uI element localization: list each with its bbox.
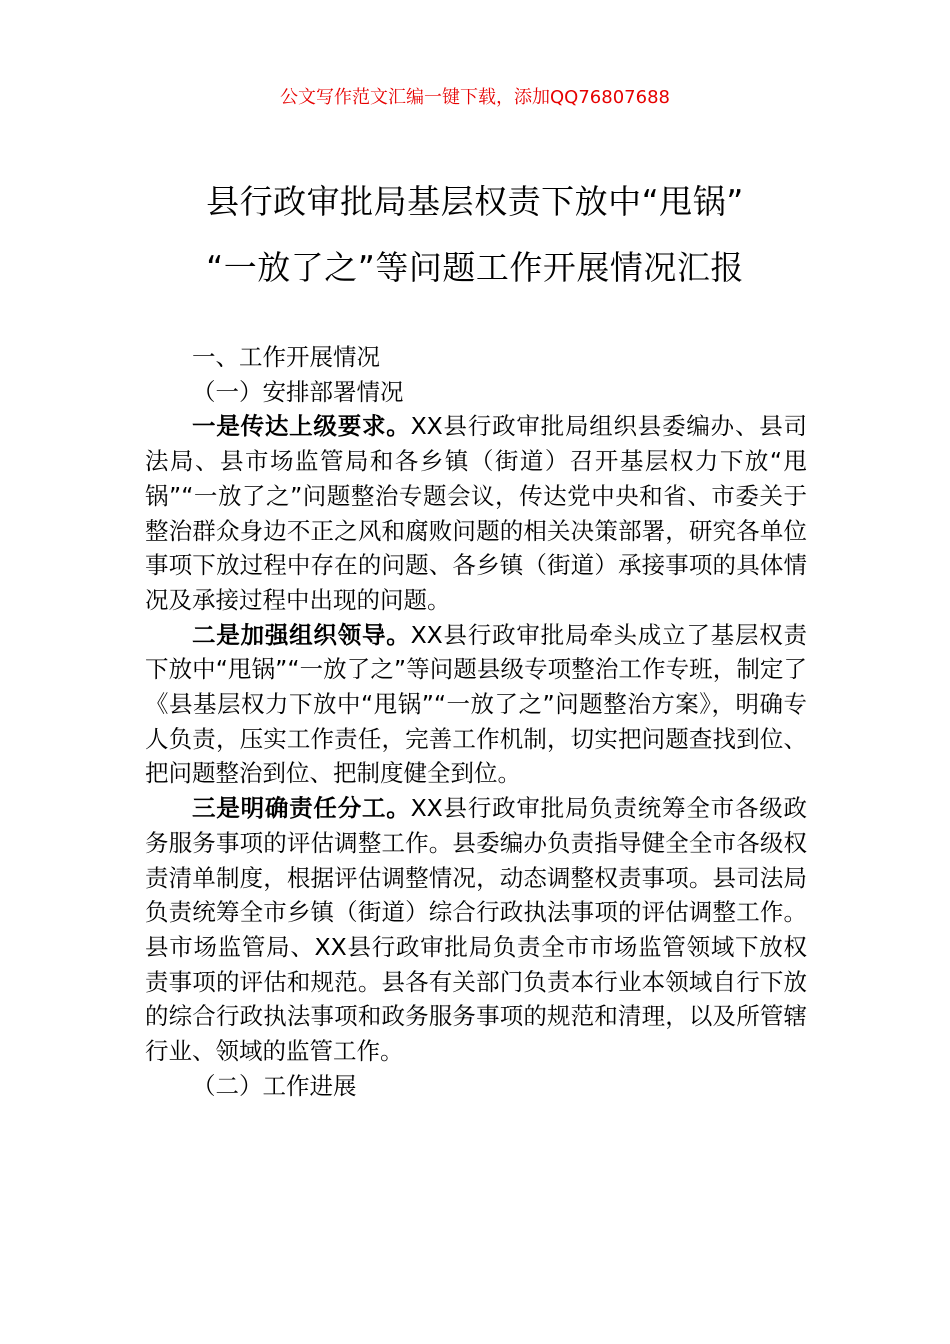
paragraph-1-lead: 一是传达上级要求。: [192, 412, 411, 441]
paragraph-2-lead: 二是加强组织领导。: [192, 620, 411, 649]
paragraph-3-text: XX县行政审批局负责统筹全市各级政务服务事项的评估调整工作。县委编办负责指导健全全市各级权责清单制度，根据评估调整情况，动态调整权责事项。县司法局负责统筹全市乡镇（街道）综合行政执法事项的评估调整工作。县市场监管局、XX县行政审批局负责全市市场监管领域下放权责事项的评估和规范。县各有关部门负责本行业本领域自行下放的综合行政执法事项和政务服务事项的规范和清理，以及所管辖行业、领域的监管工作。: [145, 794, 808, 1066]
subsection-heading-2: （二）工作进展: [192, 1071, 357, 1100]
paragraph-1: [145, 409, 807, 617]
subsection-heading-1: （一）安排部署情况: [192, 377, 404, 406]
document-title-line-2: “一放了之”等问题工作开展情况汇报: [206, 248, 744, 287]
paragraph-3: [145, 791, 807, 1069]
paragraph-3-lead: 三是明确责任分工。: [192, 794, 411, 823]
document-title-line-1: 县行政审批局基层权责下放中“甩锅”: [206, 182, 744, 221]
document-body: [145, 340, 807, 1103]
header-note: 公文写作范文汇编一键下载，添加QQ76807688: [280, 87, 670, 108]
paragraph-1-text: XX县行政审批局组织县委编办、县司法局、县市场监管局和各乡镇（街道）召开基层权力下放“甩锅”“一放了之”问题整治专题会议，传达党中央和省、市委关于整治群众身边不正之风和腐败问题的相关决策部署，研究各单位事项下放过程中存在的问题、各乡镇（街道）承接事项的具体情况及承接过程中出现的问题。: [145, 412, 808, 614]
section-heading-1: 一、工作开展情况: [192, 343, 380, 371]
paragraph-2-text: XX县行政审批局牵头成立了基层权责下放中“甩锅”“一放了之”等问题县级专项整治工作专班，制定了《县基层权力下放中“甩锅”“一放了之”问题整治方案》，明确专人负责，压实工作责任，完善工作机制，切实把问题查找到位、把问题整治到位、把制度健全到位。: [145, 620, 808, 788]
paragraph-2: [145, 618, 807, 792]
